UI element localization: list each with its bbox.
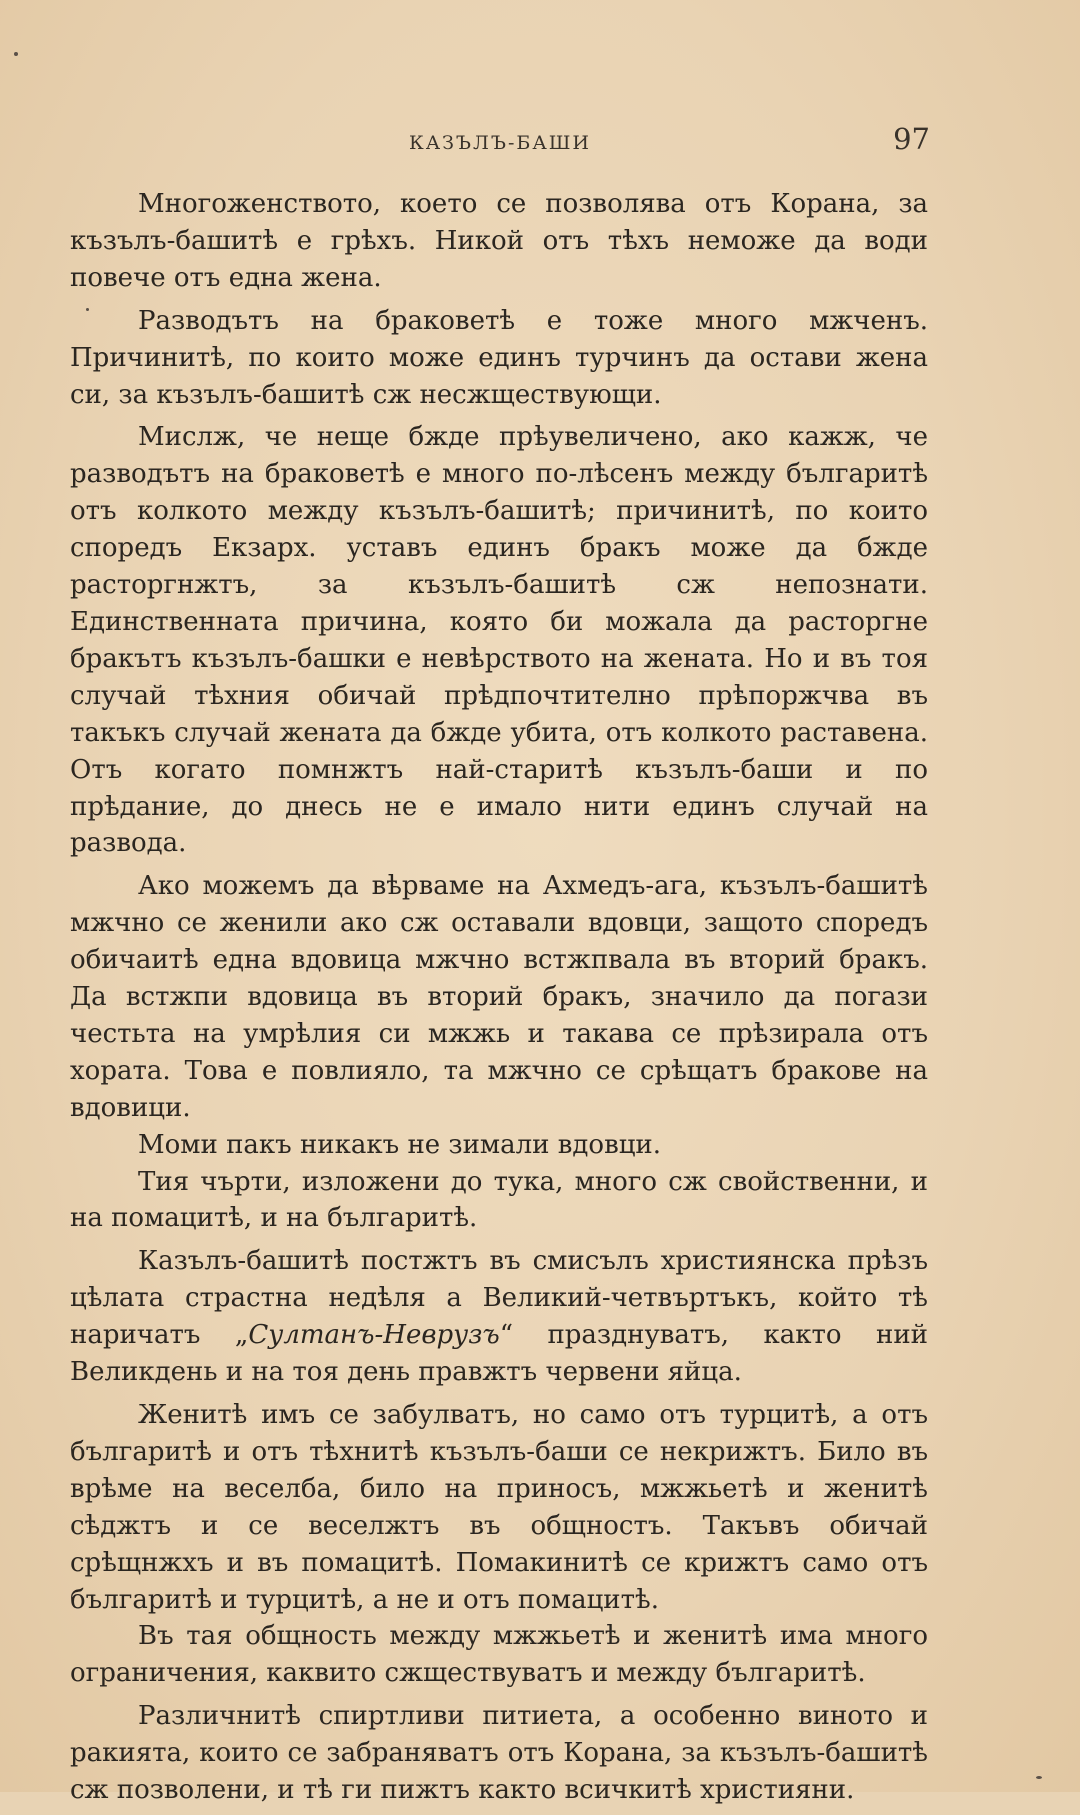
running-title: КАЗЪЛЪ-БАШИ (409, 132, 591, 154)
page-header (70, 122, 930, 162)
paragraph-text: “ празднуватъ, както ний Великдень и на тоя день правжтъ червени яйца. (70, 1320, 928, 1388)
paragraph (70, 1243, 928, 1391)
paragraph-text: Казълъ-башитѣ постжтъ въ смисълъ християнска прѣзъ цѣлата страстна недѣля а Великий-четвъртъкъ, който тѣ наричатъ „ (70, 1246, 928, 1351)
paragraph: Различнитѣ спиртливи питиета, а особенно виното и ракията, които се забраняватъ отъ Корана, за къзълъ-башитѣ сж позволени, и тѣ ги пижтъ както всичкитѣ християни. (70, 1701, 928, 1806)
paragraph: Тия чърти, изложени до тука, много сж свойственни, и на помацитѣ, и на българитѣ. (70, 1166, 928, 1234)
paragraph: Разводътъ на браковетѣ е тоже много мжченъ. Причинитѣ, по които може единъ турчинъ да остави жена си, за къзълъ-башитѣ сж несжществующи. (70, 305, 928, 410)
paragraph: Женитѣ имъ се забулватъ, но само отъ турцитѣ, а отъ българитѣ и отъ тѣхнитѣ къзълъ-баши се некрижтъ. Било въ врѣме на веселба, било на приносъ, мжжьетѣ и женитѣ сѣджтъ и се веселжтъ въ общностъ. Такъвъ обичай срѣщнжхъ и въ помацитѣ. Помакинитѣ се крижтъ само отъ българитѣ и турцитѣ, а не и отъ помацитѣ. (70, 1400, 928, 1615)
italic-term: Султанъ-Неврузъ (248, 1320, 500, 1351)
paragraph: Мислж, че неще бжде прѣувеличено, ако кажж, че разводътъ на браковетѣ е много по-лѣсенъ между българитѣ отъ колкото между къзълъ-башитѣ; причинитѣ, по които споредъ Екзарх. уставъ единъ бракъ може да бжде расторгнжтъ, за къзълъ-башитѣ сж непознати. Единственната причина, която би можала да расторгне бракътъ къзълъ-башки е невѣрството на жената. Но и въ тоя случай тѣхния обичай прѣдпочтително прѣпоржчва въ такъкъ случай жената да бжде убита, отъ колкото раставена. Отъ когато помнжтъ най-старитѣ къзълъ-баши и по прѣдание, до днесь не е имало нити единъ случай на развода. (70, 422, 928, 859)
paper-speck (14, 52, 18, 56)
body-text (70, 186, 928, 1815)
page-number: 97 (893, 122, 930, 156)
paper-speck (1036, 1776, 1042, 1779)
paragraph: Ако можемъ да вѣрваме на Ахмедъ-ага, къзълъ-башитѣ мжчно се женили ако сж оставали вдовци, защото споредъ обичаитѣ една вдовица мжчно встжпвала въ вторий бракъ. Да встжпи вдовица въ вторий бракъ, значило да погази честьта на умрѣлия си мжжь и такава се прѣзирала отъ хората. Това е повлияло, та мжчно се срѣщатъ бракове на вдовици. (70, 871, 928, 1123)
paragraph: Въ тая общность между мжжьетѣ и женитѣ има много ограничения, каквито сжществуватъ и между българитѣ. (70, 1621, 928, 1689)
paragraph: Моми пакъ никакъ не зимали вдовци. (138, 1129, 662, 1160)
paragraph: Многоженството, което се позволява отъ Корана, за къзълъ-башитѣ е грѣхъ. Никой отъ тѣхъ неможе да води повече отъ една жена. (70, 189, 928, 293)
